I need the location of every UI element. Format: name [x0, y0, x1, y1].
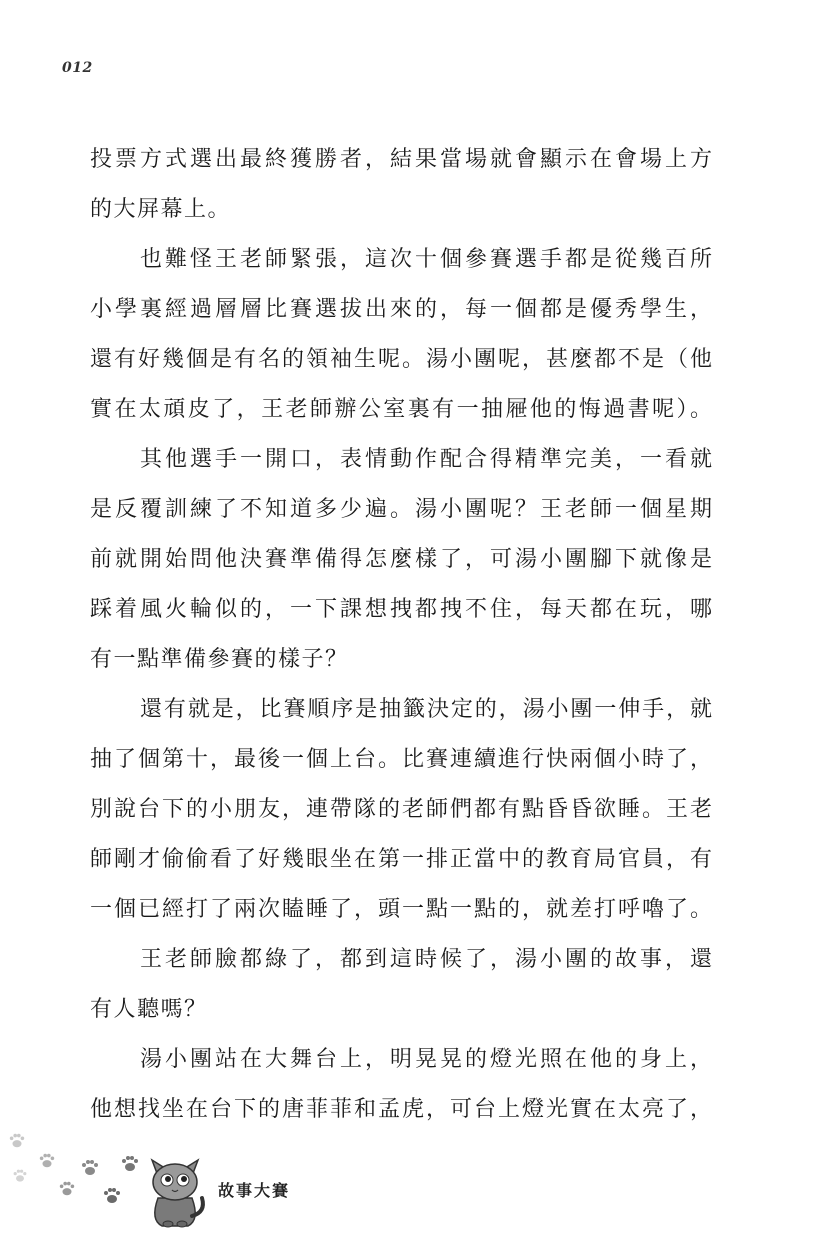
text-line: 小學裏經過層層比賽選拔出來的，每一個都是優秀學生，	[90, 297, 712, 322]
text-line: 有一點準備參賽的樣子？	[90, 647, 349, 672]
text-line: 的大屏幕上。	[90, 197, 232, 222]
text-line: 抽了個第十，最後一個上台。比賽連續進行快兩個小時了，	[90, 747, 712, 772]
text-line: 還有就是，比賽順序是抽籤決定的，湯小團一伸手，就	[140, 697, 712, 722]
text-line: 投票方式選出最終獲勝者，結果當場就會顯示在會場上方	[90, 147, 712, 172]
cat-mascot-icon	[140, 1150, 210, 1230]
footer	[0, 1120, 827, 1240]
page-number: 012	[62, 60, 93, 76]
text-line: 前就開始問他決賽準備得怎麼樣了，可湯小團腳下就像是	[90, 547, 712, 572]
text-line: 王老師臉都綠了，都到這時候了，湯小團的故事，還	[140, 947, 712, 972]
text-line: 他想找坐在台下的唐菲菲和孟虎，可台上燈光實在太亮了，	[90, 1097, 712, 1122]
text-line: 是反覆訓練了不知道多少遍。湯小團呢？王老師一個星期	[90, 497, 712, 522]
paw-print-icon	[102, 1186, 122, 1206]
paw-print-icon	[58, 1180, 76, 1198]
text-line: 有人聽嗎？	[90, 997, 208, 1022]
text-line: 還有好幾個是有名的領袖生呢。湯小團呢，甚麼都不是（他	[90, 347, 712, 372]
text-line: 其他選手一開口，表情動作配合得精準完美，一看就	[140, 447, 712, 472]
paw-print-icon	[120, 1154, 140, 1174]
footer-book-title: 故事大賽	[218, 1181, 291, 1200]
text-line: 實在太頑皮了，王老師辦公室裏有一抽屜他的悔過書呢）。	[90, 397, 712, 422]
text-line: 也難怪王老師緊張，這次十個參賽選手都是從幾百所	[140, 247, 712, 272]
text-line: 踩着風火輪似的，一下課想拽都拽不住，每天都在玩，哪	[90, 597, 712, 622]
text-line: 別說台下的小朋友，連帶隊的老師們都有點昏昏欲睡。王老	[90, 797, 712, 822]
text-line: 師剛才偷偷看了好幾眼坐在第一排正當中的教育局官員，有	[90, 847, 712, 872]
paw-print-icon	[38, 1152, 56, 1170]
paw-print-icon	[12, 1168, 28, 1184]
text-line: 一個已經打了兩次瞌睡了，頭一點一點的，就差打呼嚕了。	[90, 897, 712, 922]
paw-print-icon	[8, 1132, 26, 1150]
text-line: 湯小團站在大舞台上，明晃晃的燈光照在他的身上，	[140, 1047, 712, 1072]
paw-print-icon	[80, 1158, 100, 1178]
